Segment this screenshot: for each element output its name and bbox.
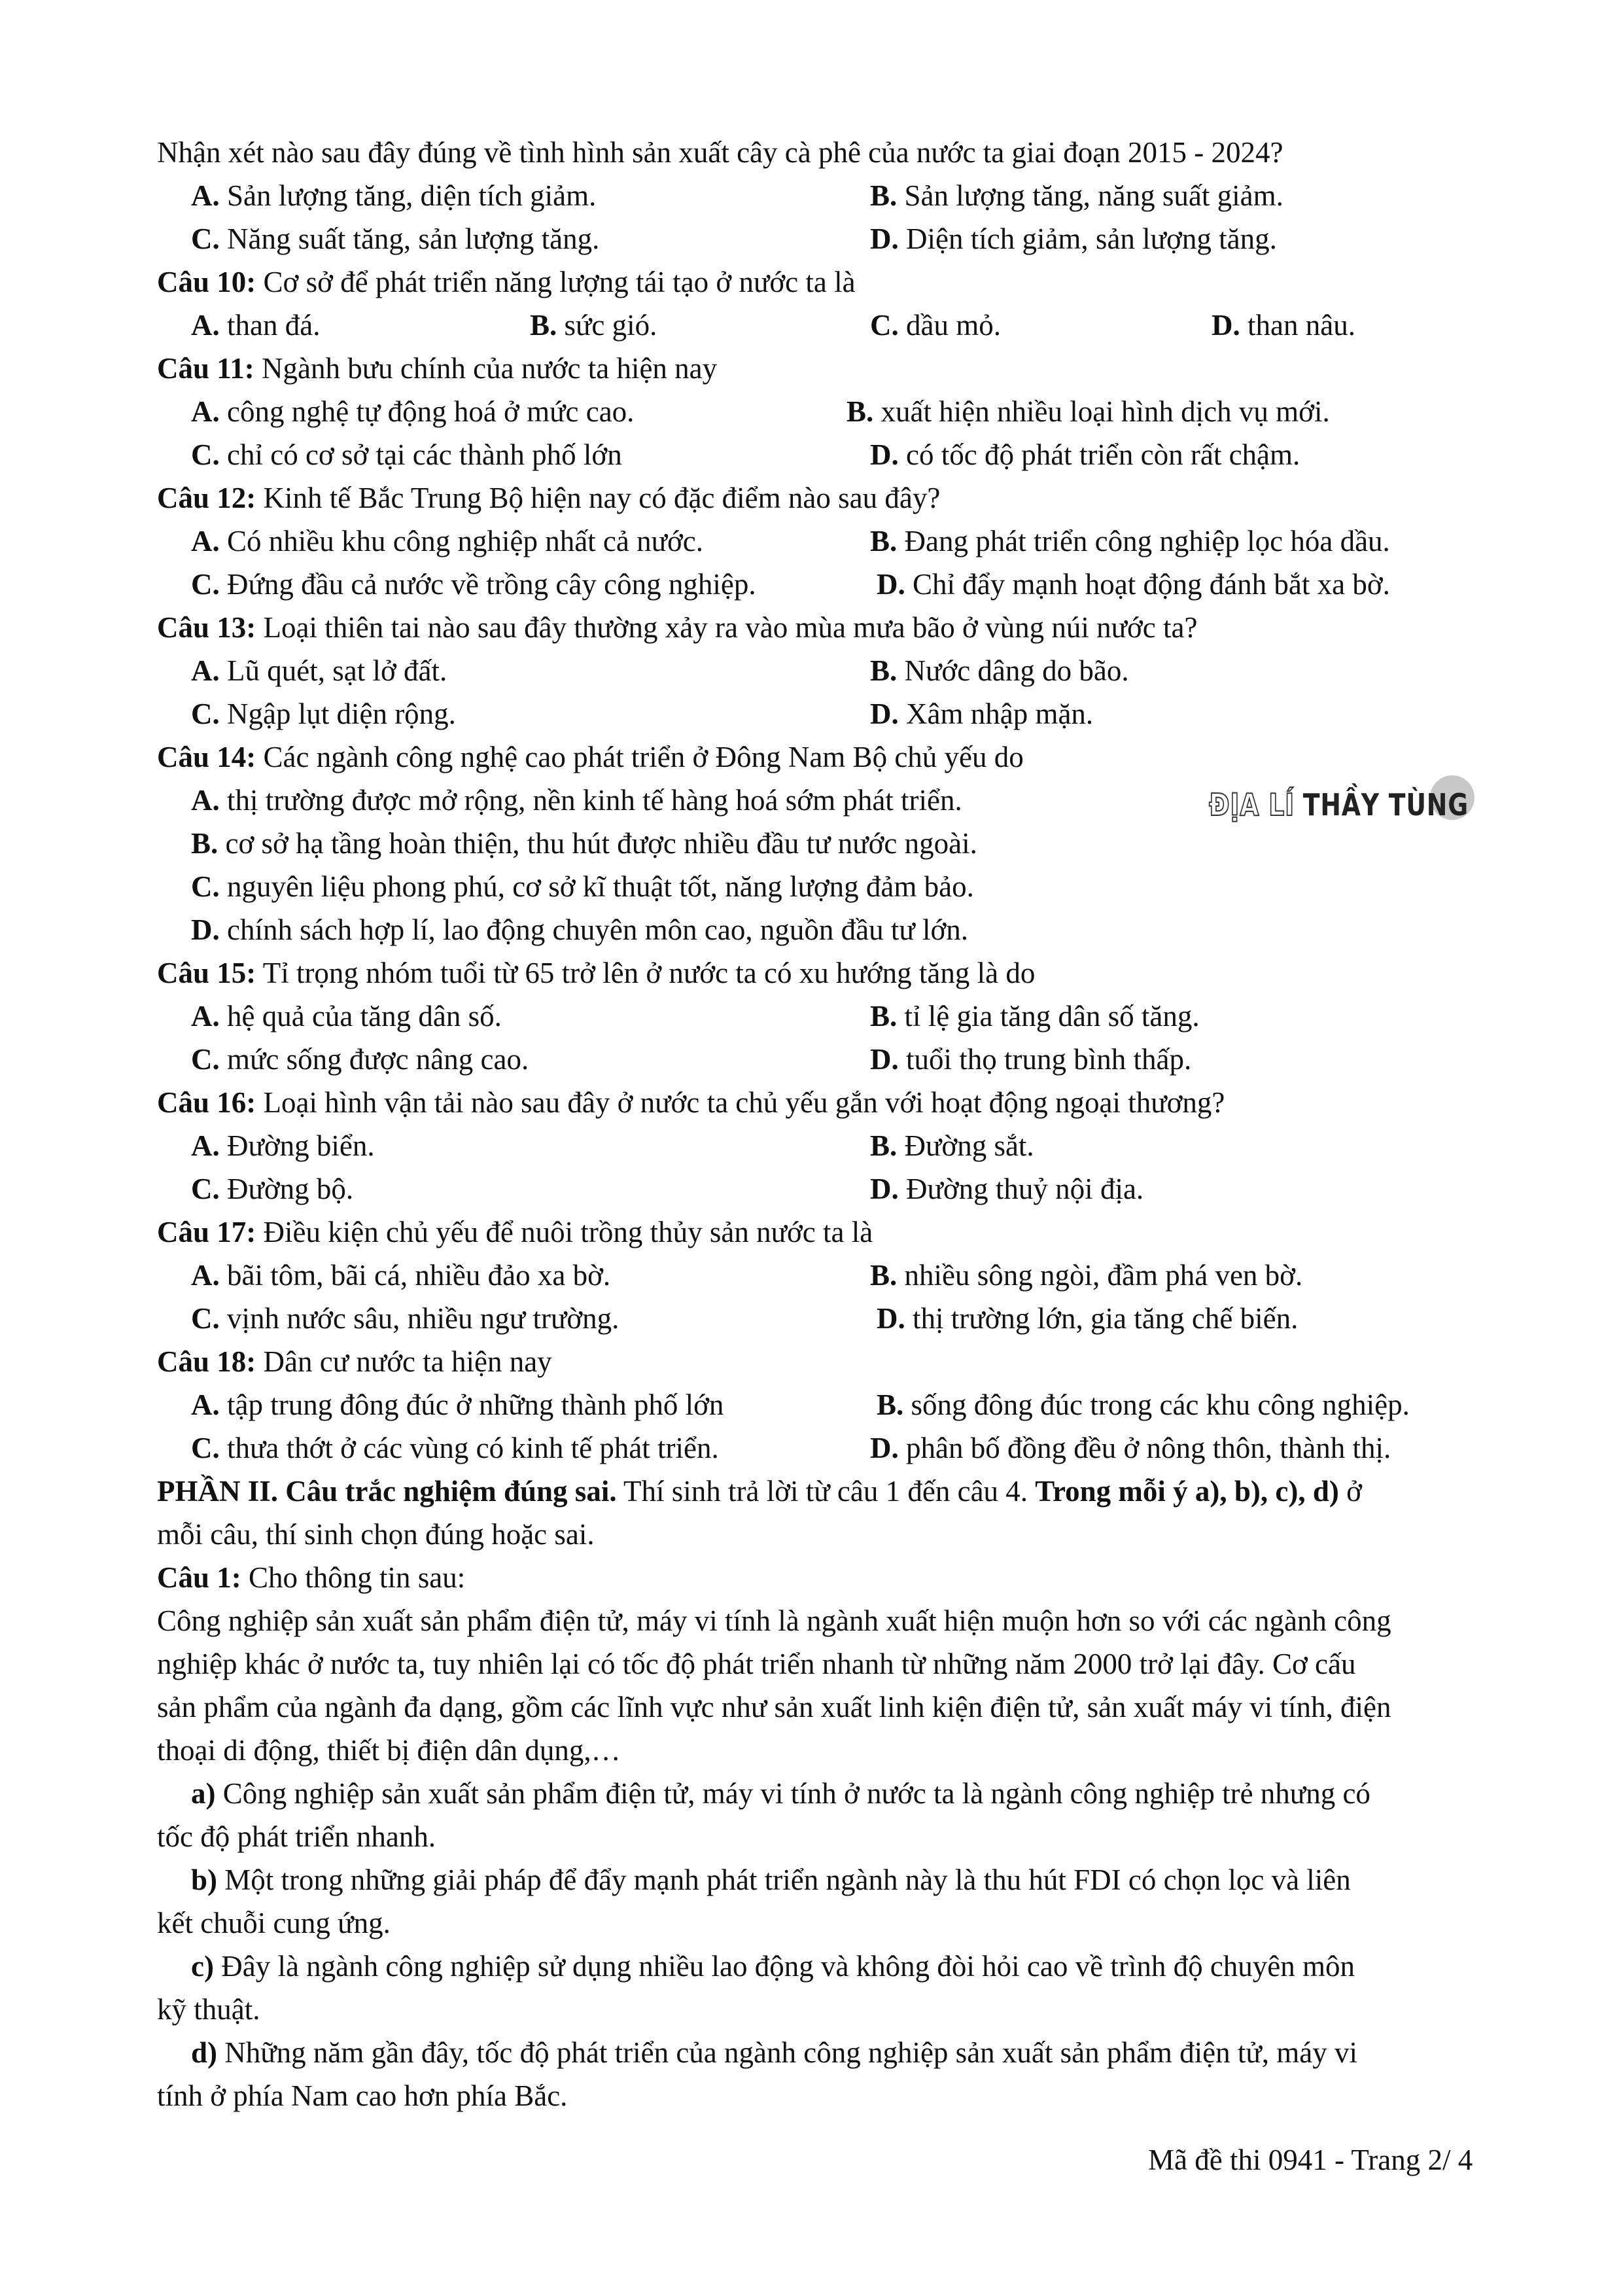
q12-stem: Câu 12: Kinh tế Bắc Trung Bộ hiện nay có đặc điểm nào sau đây? — [157, 482, 941, 514]
q17-option-d: D. thị trường lớn, gia tăng chế biến. — [877, 1302, 1299, 1335]
p2q1-item-b: b) Một trong những giải pháp để đẩy mạnh phát triển ngành này là thu hút FDI có chọn lọc và liên — [191, 1863, 1351, 1896]
q11-option-b: B. xuất hiện nhiều loại hình dịch vụ mới. — [846, 395, 1330, 428]
p2q1-info-line: sản phẩm của ngành đa dạng, gồm các lĩnh vực như sản xuất linh kiện điện tử, sản xuất máy vi tính, điện — [157, 1691, 1391, 1723]
q13-option-c: C. Ngập lụt diện rộng. — [191, 698, 456, 730]
q18-option-c: C. thưa thớt ở các vùng có kinh tế phát triển. — [191, 1432, 719, 1464]
q17-stem: Câu 17: Điều kiện chủ yếu để nuôi trồng thủy sản nước ta là — [157, 1216, 873, 1248]
q12-option-d: D. Chỉ đẩy mạnh hoạt động đánh bắt xa bờ. — [877, 568, 1390, 601]
q15-stem: Câu 15: Tỉ trọng nhóm tuổi từ 65 trở lên ở nước ta có xu hướng tăng là do — [157, 957, 1036, 989]
q9-option-a: A. Sản lượng tăng, diện tích giảm. — [191, 179, 597, 212]
p2q1-stem: Câu 1: Cho thông tin sau: — [157, 1561, 466, 1594]
q13-option-d: D. Xâm nhập mặn. — [870, 698, 1094, 730]
q16-option-d: D. Đường thuỷ nội địa. — [870, 1173, 1144, 1205]
part2-heading: PHẦN II. Câu trắc nghiệm đúng sai. Thí sinh trả lời từ câu 1 đến câu 4. Trong mỗi ý a), b), c), d) ở — [157, 1475, 1362, 1508]
q10-option-b: B. sức gió. — [530, 309, 657, 342]
exam-page: Nhận xét nào sau đây đúng về tình hình sản xuất cây cà phê của nước ta giai đoạn 2015 - 2024? A. Sản lượng tăng, diện tích giảm. B. Sản lượng tăng, năng suất giảm. C. Năng suất tăng, sản lượng tăng. D. Diện tích giảm, sản lượng tăng. Câu 10: Cơ sở để phát triển năng lượng tái tạo ở nước ta là A. than đá. B. sức gió. C. dầu mỏ. D. than nâu. Câu 11: Ngành bưu chính của nước ta hiện nay A. công nghệ tự động hoá ở mức cao. B. xuất hiện nhiều loại hình dịch vụ mới. C. chỉ có cơ sở tại các thành phố lớn D. có tốc độ phát triển còn rất chậm. Câu 12: Kinh tế Bắc Trung Bộ hiện nay có đặc điểm nào sau đây? A. Có nhiều khu công nghiệp nhất cả nước. B. Đang phát triển công nghiệp lọc hóa dầu. C. Đứng đầu cả nước về trồng cây công nghiệp. D. Chỉ đẩy mạnh hoạt động đánh bắt xa bờ. Câu 13: Loại thiên tai nào sau đây thường xảy ra vào mùa mưa bão ở vùng núi nước ta? A. Lũ quét, sạt lở đất. B. Nước dâng do bão. C. Ngập lụt diện rộng. D. Xâm nhập mặn. Câu 14: Các ngành công nghệ cao phát triển ở Đông Nam Bộ chủ yếu do A. thị trường được mở rộng, nền kinh tế hàng hoá sớm phát triển. B. cơ sở hạ tầng hoàn thiện, thu hút được nhiều đầu tư nước ngoài. C. nguyên liệu phong phú, cơ sở kĩ thuật tốt, năng lượng đảm bảo. D. chính sách hợp lí, lao động chuyên môn cao, nguồn đầu tư lớn. ĐỊA LÍ THẦY TÙNG Câu 15: Tỉ trọng nhóm tuổi từ 65 trở lên ở nước ta có xu hướng tăng là do A. hệ quả của tăng dân số. B. tỉ lệ gia tăng dân số tăng. C. mức sống được nâng cao. D. tuổi thọ trung bình thấp. Câu 16: Loại hình vận tải nào sau đây ở nước ta chủ yếu gắn với hoạt động ngoại thương? A. Đường biển. B. Đường sắt. C. Đường bộ. D. Đường thuỷ nội địa. Câu 17: Điều kiện chủ yếu để nuôi trồng thủy sản nước ta là A. bãi tôm, bãi cá, nhiều đảo xa bờ. B. nhiều sông ngòi, đầm phá ven bờ. C. vịnh nước sâu, nhiều ngư trường. D. thị trường lớn, gia tăng chế biến. Câu 18: Dân cư nước ta hiện nay A. tập trung đông đúc ở những thành phố lớn B. sống đông đúc trong các khu công nghiệp. C. thưa thớt ở các vùng có kinh tế phát triển. D. phân bố đồng đều ở nông thôn, thành thị. PHẦN II. Câu trắc nghiệm đúng sai. Thí sinh trả lời từ câu 1 đến câu 4. Trong mỗi ý a), b), c), d) ở mỗi câu, thí sinh chọn đúng hoặc sai. Câu 1: Cho thông tin sau: Công nghiệp sản xuất sản phẩm điện tử, máy vi tính là ngành xuất hiện muộn hơn so với các ngành công nghiệp khác ở nước ta, tuy nhiên lại có tốc độ phát triển nhanh từ những năm 2000 trở lại đây. Cơ cấu sản phẩm của ngành đa dạng, gồm các lĩnh vực như sản xuất linh kiện điện tử, sản xuất máy vi tính, điện thoại di động, thiết bị điện dân dụng,… a) Công nghiệp sản xuất sản phẩm điện tử, máy vi tính ở nước ta là ngành công nghiệp trẻ nhưng có tốc độ phát triển nhanh. b) Một trong những giải pháp để đẩy mạnh phát triển ngành này là thu hút FDI có chọn lọc và liên kết chuỗi cung ứng. c) Đây là ngành công nghiệp sử dụng nhiều lao động và không đòi hỏi cao về trình độ chuyên môn kỹ thuật. d) Những năm gần đây, tốc độ phát triển của ngành công nghiệp sản xuất sản phẩm điện tử, máy vi tính ở phía Nam cao hơn phía Bắc. Mã đề thi 0941 - Trang 2/ 4 — [0, 0, 1623, 2296]
q15-option-c: C. mức sống được nâng cao. — [191, 1043, 529, 1076]
p2q1-item-c-cont: kỹ thuật. — [157, 1993, 260, 2026]
q16-option-a: A. Đường biển. — [191, 1129, 375, 1162]
p2q1-item-a-cont: tốc độ phát triển nhanh. — [157, 1820, 436, 1853]
q14-stem: Câu 14: Các ngành công nghệ cao phát triển ở Đông Nam Bộ chủ yếu do — [157, 741, 1024, 773]
q15-option-d: D. tuổi thọ trung bình thấp. — [870, 1043, 1192, 1076]
q17-option-a: A. bãi tôm, bãi cá, nhiều đảo xa bờ. — [191, 1259, 611, 1292]
q11-option-c: C. chỉ có cơ sở tại các thành phố lớn — [191, 438, 622, 471]
q9-option-c: C. Năng suất tăng, sản lượng tăng. — [191, 222, 600, 255]
p2q1-item-d-cont: tính ở phía Nam cao hơn phía Bắc. — [157, 2079, 568, 2112]
p2q1-item-d: d) Những năm gần đây, tốc độ phát triển của ngành công nghiệp sản xuất sản phẩm điện tử, máy vi — [191, 2036, 1357, 2069]
q9-stem: Nhận xét nào sau đây đúng về tình hình sản xuất cây cà phê của nước ta giai đoạn 2015 - 2024? — [157, 136, 1283, 169]
q16-option-c: C. Đường bộ. — [191, 1173, 354, 1205]
q17-option-b: B. nhiều sông ngòi, đầm phá ven bờ. — [870, 1259, 1303, 1292]
q18-option-b: B. sống đông đúc trong các khu công nghiệp. — [877, 1388, 1410, 1421]
q10-option-d: D. than nâu. — [1212, 309, 1355, 342]
p2q1-info-line: nghiệp khác ở nước ta, tuy nhiên lại có tốc độ phát triển nhanh từ những năm 2000 trở lại đây. Cơ cấu — [157, 1648, 1356, 1680]
q16-stem: Câu 16: Loại hình vận tải nào sau đây ở nước ta chủ yếu gắn với hoạt động ngoại thương? — [157, 1086, 1225, 1119]
q15-option-b: B. tỉ lệ gia tăng dân số tăng. — [870, 1000, 1200, 1033]
p2q1-item-c: c) Đây là ngành công nghiệp sử dụng nhiều lao động và không đòi hỏi cao về trình độ chuyên môn — [191, 1950, 1355, 1983]
q13-option-b: B. Nước dâng do bão. — [870, 654, 1129, 687]
q10-option-c: C. dầu mỏ. — [870, 309, 1001, 342]
q12-option-a: A. Có nhiều khu công nghiệp nhất cả nước. — [191, 525, 704, 557]
watermark-text: ĐỊA LÍ THẦY TÙNG — [1209, 787, 1469, 822]
q9-option-d: D. Diện tích giảm, sản lượng tăng. — [870, 222, 1277, 255]
q18-option-a: A. tập trung đông đúc ở những thành phố lớn — [191, 1388, 724, 1421]
q17-option-c: C. vịnh nước sâu, nhiều ngư trường. — [191, 1302, 620, 1335]
q13-option-a: A. Lũ quét, sạt lở đất. — [191, 654, 447, 687]
p2q1-item-b-cont: kết chuỗi cung ứng. — [157, 1907, 391, 1939]
watermark-logo — [1209, 775, 1484, 847]
page-footer: Mã đề thi 0941 - Trang 2/ 4 — [1148, 2144, 1473, 2176]
q18-option-d: D. phân bố đồng đều ở nông thôn, thành thị. — [870, 1432, 1391, 1464]
q11-option-d: D. có tốc độ phát triển còn rất chậm. — [870, 438, 1300, 471]
p2q1-info-line: thoại di động, thiết bị điện dân dụng,… — [157, 1734, 621, 1767]
part2-heading-line2: mỗi câu, thí sinh chọn đúng hoặc sai. — [157, 1518, 595, 1551]
q18-stem: Câu 18: Dân cư nước ta hiện nay — [157, 1345, 552, 1378]
q9-option-b: B. Sản lượng tăng, năng suất giảm. — [870, 179, 1283, 212]
q12-option-c: C. Đứng đầu cả nước về trồng cây công nghiệp. — [191, 568, 756, 601]
q10-option-a: A. than đá. — [191, 309, 321, 342]
p2q1-item-a: a) Công nghiệp sản xuất sản phẩm điện tử, máy vi tính ở nước ta là ngành công nghiệp trẻ nhưng có — [191, 1777, 1370, 1810]
q10-stem: Câu 10: Cơ sở để phát triển năng lượng tái tạo ở nước ta là — [157, 266, 856, 298]
q15-option-a: A. hệ quả của tăng dân số. — [191, 1000, 502, 1033]
q13-stem: Câu 13: Loại thiên tai nào sau đây thường xảy ra vào mùa mưa bão ở vùng núi nước ta? — [157, 611, 1198, 644]
p2q1-info-line: Công nghiệp sản xuất sản phẩm điện tử, máy vi tính là ngành xuất hiện muộn hơn so với các ngành công — [157, 1604, 1391, 1637]
q11-stem: Câu 11: Ngành bưu chính của nước ta hiện nay — [157, 352, 718, 385]
q12-option-b: B. Đang phát triển công nghiệp lọc hóa dầu. — [870, 525, 1390, 557]
q16-option-b: B. Đường sắt. — [870, 1129, 1034, 1162]
q11-option-a: A. công nghệ tự động hoá ở mức cao. — [191, 395, 635, 428]
